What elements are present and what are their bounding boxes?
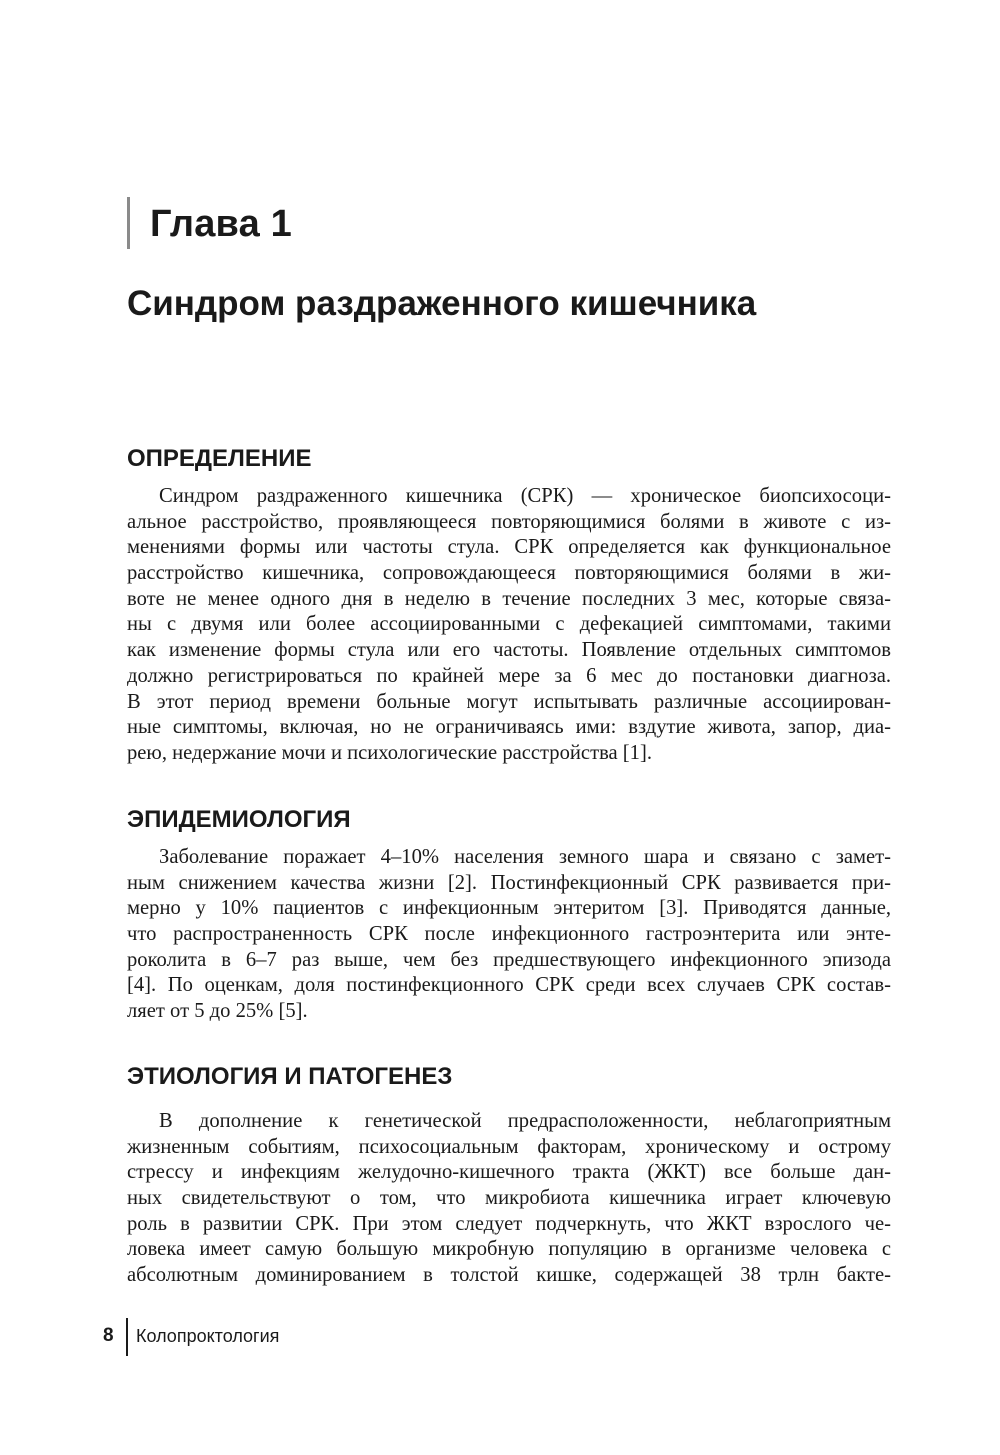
- chapter-label: Глава 1: [150, 203, 293, 245]
- text-line: расстройство кишечника, сопровождающееся повторяющимися болями в жи-: [127, 562, 891, 585]
- text-line: Синдром раздраженного кишечника (СРК) — хроническое биопсихосоци-: [159, 485, 891, 507]
- page-number: 8: [103, 1325, 114, 1346]
- text-line: абсолютным доминированием в толстой кишке, содержащей 38 трлн бакте-: [127, 1264, 891, 1287]
- section-heading-etiology: ЭТИОЛОГИЯ И ПАТОГЕНЕЗ: [127, 1063, 453, 1090]
- text-line: ным снижением качества жизни [2]. Постинфекционный СРК развивается при-: [127, 871, 891, 894]
- running-footer-title: Колопроктология: [136, 1326, 280, 1346]
- text-line: рею, недержание мочи и психологические расстройства [1].: [127, 741, 652, 764]
- text-line: жизненным событиям, психосоциальным факторам, хроническому и острому: [127, 1135, 891, 1158]
- section-heading-definition: ОПРЕДЕЛЕНИЕ: [127, 445, 312, 472]
- section-heading-epidemiology: ЭПИДЕМИОЛОГИЯ: [127, 806, 351, 833]
- text-line: ных свидетельствуют о том, что микробиота кишечника играет ключевую: [127, 1187, 891, 1210]
- chapter-title: Синдром раздраженного кишечника: [127, 284, 757, 323]
- text-line: альное расстройство, проявляющееся повторяющимися болями в животе с из-: [127, 510, 891, 533]
- text-line: ные симптомы, включая, но не ограничиваясь ими: вздутие живота, запор, диа-: [127, 716, 891, 739]
- chapter-marker-bar: [127, 197, 130, 249]
- text-line: Заболевание поражает 4–10% населения земного шара и связано с замет-: [159, 846, 891, 868]
- text-line: как изменение формы стула или его частоты. Появление отдельных симптомов: [127, 639, 891, 662]
- text-line: ловека имеет самую большую микробную популяцию в организме человека с: [127, 1238, 891, 1261]
- text-line: воте не менее одного дня в неделю в течение последних 3 мес, которые связа-: [127, 587, 891, 610]
- text-line: роль в развитии СРК. При этом следует подчеркнуть, что ЖКТ взрослого че-: [127, 1212, 891, 1235]
- section-body-definition: [127, 484, 891, 767]
- text-line: ляет от 5 до 25% [5].: [127, 1000, 308, 1023]
- section-body-etiology: [127, 1109, 891, 1289]
- text-line: мерно у 10% пациентов с инфекционным энтеритом [3]. Приводятся данные,: [127, 897, 891, 920]
- text-line: менениями формы или частоты стула. СРК определяется как функциональное: [127, 536, 891, 559]
- text-line: роколита в 6–7 раз выше, чем без предшествующего инфекционного эпизода: [127, 948, 891, 971]
- text-line: В этот период времени больные могут испытывать различные ассоциирован-: [127, 690, 891, 713]
- footer-divider: [126, 1318, 128, 1356]
- text-line: [4]. По оценкам, доля постинфекционного СРК среди всех случаев СРК состав-: [127, 974, 891, 997]
- text-line: В дополнение к генетической предрасположенности, неблагоприятным: [159, 1110, 891, 1132]
- section-body-epidemiology: [127, 845, 891, 1025]
- text-line: стрессу и инфекциям желудочно-кишечного тракта (ЖКТ) все больше дан-: [127, 1161, 891, 1184]
- text-line: должно регистрироваться по крайней мере за 6 мес до постановки диагноза.: [127, 664, 891, 687]
- text-line: ны с двумя или более ассоциированными с дефекацией симптомами, такими: [127, 613, 891, 636]
- text-line: что распространенность СРК после инфекционного гастроэнтерита или энте-: [127, 923, 891, 946]
